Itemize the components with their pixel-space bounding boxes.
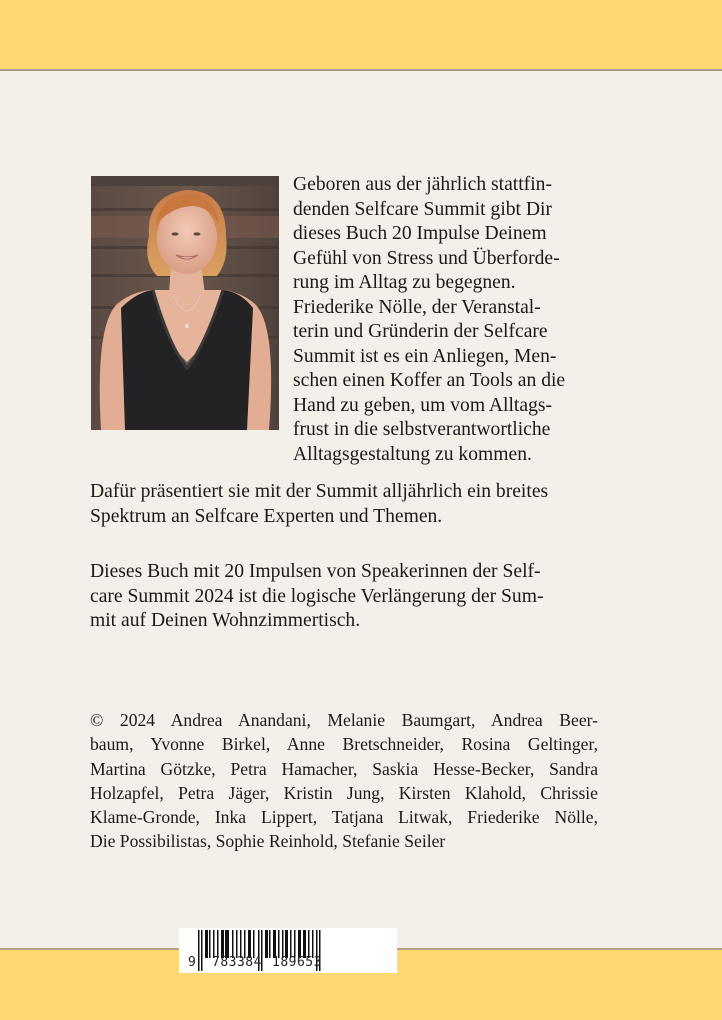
barcode-group-1: 783384 xyxy=(212,955,262,970)
blurb-full-width-text xyxy=(90,480,610,529)
blurb-line: Dafür präsentiert sie mit der Summit alljährlich ein breites xyxy=(90,481,549,502)
blurb-line: Summit ist es ein Anliegen, Men- xyxy=(293,345,557,367)
blurb-line: terin und Gründerin der Selfcare xyxy=(293,321,548,342)
top-divider-line xyxy=(0,69,722,71)
barcode-group-2: 189653 xyxy=(272,955,322,970)
blurb-line: denden Selfcare Summit gibt Dir xyxy=(293,198,553,220)
copyright-line: Die Possibilistas, Sophie Reinhold, Stefanie Seiler xyxy=(90,831,446,852)
top-color-band xyxy=(0,0,722,69)
blurb-line: frust in die selbstverantwortliche xyxy=(293,419,551,440)
blurb-line: Geboren aus der jährlich stattfin- xyxy=(293,174,552,195)
author-photo xyxy=(91,176,279,430)
blurb-line: Gefühl von Stress und Überforde- xyxy=(293,247,560,269)
blurb-line: rung im Alltag zu begegnen. xyxy=(293,272,516,293)
paragraph-line: care Summit 2024 ist die logische Verlängerung der Sum- xyxy=(90,585,544,607)
copyright-line: Martina Götzke, Petra Hamacher, Saskia Hesse-Becker, Sandra xyxy=(90,758,598,779)
copyright-line: baum, Yvonne Birkel, Anne Bretschneider, Rosina Geltinger, xyxy=(90,734,598,755)
barcode-lead-digit: 9 xyxy=(188,955,197,970)
blurb-line: Spektrum an Selfcare Experten und Themen. xyxy=(90,505,443,527)
isbn-barcode xyxy=(179,928,397,973)
blurb-side-text xyxy=(293,173,603,467)
blurb-line: dieses Buch 20 Impulse Deinem xyxy=(293,223,547,244)
paragraph-line: Dieses Buch mit 20 Impulsen von Speakerinnen der Self- xyxy=(90,561,541,582)
blurb-line: Alltagsgestaltung zu kommen. xyxy=(293,443,532,465)
paragraph-line: mit auf Deinen Wohnzimmertisch. xyxy=(90,610,361,631)
blurb-line: Hand zu geben, um vom Alltags- xyxy=(293,394,553,416)
second-paragraph xyxy=(90,560,610,634)
copyright-line: © 2024 Andrea Anandani, Melanie Baumgart, Andrea Beer- xyxy=(90,710,598,730)
blurb-line: Friederike Nölle, der Veranstal- xyxy=(293,296,541,318)
blurb-line: schen einen Koffer an Tools an die xyxy=(293,370,566,391)
copyright-notice xyxy=(90,708,598,854)
copyright-line: Holzapfel, Petra Jäger, Kristin Jung, Kirsten Klahold, Chrissie xyxy=(90,782,598,803)
copyright-line: Klame-Gronde, Inka Lippert, Tatjana Litwak, Friederike Nölle, xyxy=(90,807,598,828)
